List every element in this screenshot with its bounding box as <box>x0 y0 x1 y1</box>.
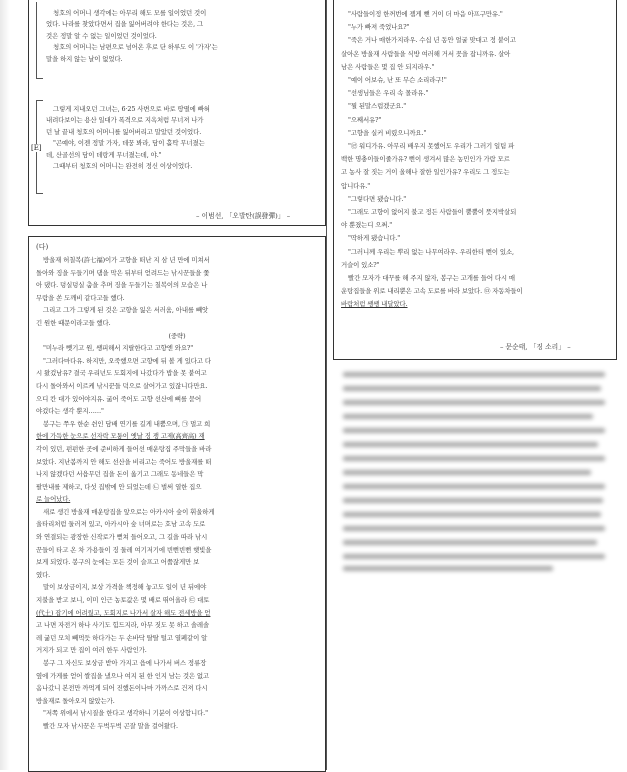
text-line: 돌아와 징을 두들기며 댐을 막은 뒤부터 얻려드는 낚시꾼들을 쫓 <box>36 268 210 277</box>
section-label-da: (다) <box>36 243 49 251</box>
text-line: 레 굶던 모치 빼먹듯 하다가는 두 손바닥 탈탈 털고 열폐같이 알 <box>36 633 208 642</box>
redacted-line <box>343 566 553 571</box>
text-line: 보았다. 지난봄까지 안 해도 선산을 비리고는 죽어도 방울재를 떠 <box>36 457 212 466</box>
text-line: "누가 빠져 죽었나요?" <box>348 23 410 32</box>
text-line: 말이 보상금이지, 보상 가격을 책정해 놓고도 일이 년 뒤에야 <box>43 583 207 592</box>
text-line: 빨간 모자 낚시꾼은 두벅두벅 곤잘 말을 걸어왔다. <box>43 721 178 730</box>
text-line: 무람을 쏜 도깨비 같다고들 했다. <box>36 293 125 302</box>
text-line: 살아온 방울재 사람들을 식방 여러해 거서 꼿을 잡니까유. 살아 <box>341 49 511 58</box>
text-line: 말을 하지 않는 날이 없었다. <box>46 54 123 63</box>
text-line: "뭘 된말스럽겠군요." <box>348 102 407 111</box>
text-line: "저쪽 위에서 낚시질을 한다고 생각하니 기분이 이상합니다." <box>43 709 208 718</box>
text-line: 남은 사람들은 몇 집 안 되지라우." <box>341 62 435 71</box>
text-line: 봉구는 쭈우 한순 쉰인 담배 연기를 길게 내뿜으며, ㉠ 멀고 희 <box>43 419 211 428</box>
redacted-line <box>343 428 605 433</box>
text-line: 청호의 어머니는 남편으로 넘어온 후로 단 하루도 이 '가자'는 <box>53 43 218 52</box>
text-line: 와 연결되는 광장한 신작로가 뻗쳐 들어오고, 그 길을 따라 낚시 <box>36 533 208 542</box>
text-line: 것은 정말 알 수 없는 일이었던 것이었다. <box>46 31 157 40</box>
text-line: 그리고 그가 그렇게 된 것은 고향을 잃은 서러움, 아내를 빼앗 <box>43 306 209 315</box>
text-line: (중략) <box>168 331 186 340</box>
bracket-top <box>36 2 43 79</box>
text-line: 청호의 어머니 생각에는 아무리 해도 모를 일이었던 것이 <box>53 9 207 17</box>
text-line: 지불을 받고 보니, 이미 인근 농토값은 몇 배로 뛰어올라 ㉢ 대토 <box>36 596 210 605</box>
text-line: "곤예야, 이젠 정말 가자, 데꿍 봐라, 담이 홀딱 무너졌는 <box>53 139 205 148</box>
redacted-line <box>343 470 591 475</box>
text-line: 아 댔다. 덩실덩실 춤을 추며 징을 두들기는 칠복이의 모습은 나 <box>36 281 208 290</box>
redacted-line <box>343 442 598 447</box>
text-line: 압니다유." <box>341 181 371 190</box>
text-line: 야겄다는 생각 뿐지……" <box>36 407 104 416</box>
text-line: "그래도 고향이 없어지 불고 정든 사람들이 뿔뿔이 뜻지박살되 <box>348 208 517 217</box>
source-citation-right: – 문순태, 「징 소리」 – <box>500 343 571 351</box>
text-line: "그러니께 우리는 뿌리 없는 나무여라우. 우리한티 뻔이 있소, <box>348 247 514 256</box>
text-line: 백한 명충이들이줄가유? 뻔이 생겨서 많은 농민인가 가람 모르 <box>341 155 510 164</box>
text-line: 그렇게 지내오던 그녀는, 6·25 사변으로 바로 땅떨에 빠혀 <box>53 105 210 113</box>
passage-e-text <box>46 104 314 172</box>
text-line: 였다. <box>36 570 51 579</box>
redacted-line <box>343 512 601 517</box>
redacted-line <box>343 414 593 419</box>
text-line: 빨간 모자가 대꾸를 해 주지 않자, 봉구는 고개를 들어 다시 매 <box>348 274 516 283</box>
text-line: 그때부터 청호의 어머니는 완전히 정신 이상이었다. <box>53 162 193 171</box>
text-line: 새로 생긴 방울재 매운탕집을 앞으로는 아카시아 숲이 휘울하게 <box>43 507 215 516</box>
text-line: 야 뿐졌는디 으쩌." <box>341 221 393 230</box>
text-line: 방울재로 돌아오지 않았는가. <box>36 696 115 705</box>
section-label-e: [E] <box>31 144 42 152</box>
redacted-line <box>343 540 597 545</box>
text-line: 꾼들이 타고 온 차 가용들이 징 둘레 여기저기에 빈뻔빈뻔 햇빛을 <box>36 545 212 554</box>
text-line: 로 늘어났다. <box>36 495 71 504</box>
page-edge-shadow <box>0 0 10 770</box>
text-line: 한에 가득한 눈으로 선자락 모퉁이 옛날 징 쟁 고제(高齊高) 재 <box>36 432 205 441</box>
text-line: 던 날 끝내 청호의 어머니를 잃어버리고 말았던 것이었다. <box>46 127 202 136</box>
text-line: 다시 돌아와서 이르케 낚시꾼들 덕으로 살어가고 있잖니다만요. <box>36 381 208 390</box>
passage-da-text <box>36 254 318 733</box>
text-line: (代土) 잡기에 어려웠고, 도회지로 나가서 살자 해도 전세방을 얻 <box>36 608 211 617</box>
text-line: 으디 칸 대가 있어야지유. 굶어 죽어도 고향 선산에 뼈를 묻어 <box>36 394 202 403</box>
redacted-line <box>343 554 605 559</box>
text-line: 봉구 그 자신도 보상금 받아 가지고 읍에 나가서 버스 정류장 <box>43 659 207 667</box>
column-divider <box>326 0 327 770</box>
text-line: 바람처럼 쌩쌩 내달았다. <box>341 300 408 309</box>
text-line: 거슬이 있소?" <box>341 260 380 269</box>
text-line: "고향을 실커 비렸으니까요." <box>348 128 427 137</box>
text-line: "그렇다면 됐습니다." <box>348 194 407 203</box>
text-line: "죽은 거나 매한가지라우. 수십 년 동안 얼굴 맞대고 정 붙이고 <box>348 36 516 45</box>
text-line: 울타리처럼 둘러져 있고, 아카시아 숲 너머로는 호남 고속 도로 <box>36 520 206 529</box>
text-line: 긴 원한 때문이라고들 했다. <box>36 318 111 327</box>
text-line: "미누라 뺏기고 원, 쌩피해서 지랄한다고 고향엔 와요?" <box>43 344 194 353</box>
text-line: "그러다마다유. 하지만, 오죽했으면 고향에 뒤 볼 게 있다고 다 <box>43 356 211 365</box>
text-line: 나지 않겠다던 서읍무던 집을 돈이 옮기고 그래도 동네들은 막 <box>36 470 204 479</box>
redacted-line <box>343 526 605 531</box>
text-line: "선생님들은 우리 속 몰라유." <box>348 89 429 98</box>
text-line: 었다. 나라를 찾았다면서 집을 잃어버려야 한다는 것은, 그 <box>46 20 204 29</box>
redacted-line <box>343 400 605 405</box>
redacted-line <box>343 372 605 377</box>
text-line: 운탕집들을 위로 내리뿐은 고속 도로를 바라 보았다. ㉤ 자동차들이 <box>341 287 523 296</box>
redacted-line <box>343 498 603 503</box>
text-line: 데, 산골선의 담이 데랑게 무너졌는데, 야." <box>46 150 162 159</box>
passage-right-text <box>341 8 609 312</box>
text-line: 거지가 되고 만 집이 여러 한두 사람인가. <box>36 646 147 655</box>
text-line: 고 농사 잘 짓는 거이 올해나 잘한 일인가유? 우리도 그 정도는 <box>341 168 510 177</box>
text-line: "㉣ 워디가유. 아무리 배우지 못했어도 우리가 그러기 일팀 파 <box>348 142 515 151</box>
text-line: 시 왔겄남유? 결국 우리넌도 도회지에 나갔다가 밥을 못 붙여고 <box>36 369 207 378</box>
text-line: 옆에 가게를 얻어 쌀집을 냈으나 여지 된 한 인지 남는 것은 없고 <box>36 671 210 680</box>
redacted-line <box>343 386 601 391</box>
text-line: 팔만내를 제하고, 다섯 집밖에 안 되었는데 ㉡ 벌써 열한 집으 <box>36 482 202 491</box>
text-line: 고 나면 자전거 하나 사기도 힘드지라, 아무 짓도 못 하고 솔레솔 <box>36 621 210 630</box>
text-line: "으째서유?" <box>348 115 382 124</box>
source-citation-top: – 이범선, 「오발탄(誤發彈)」 – <box>196 212 291 220</box>
redacted-line <box>343 456 605 461</box>
text-line: "딱하게 됐습니다." <box>348 234 401 243</box>
text-line: 옴나갔니 본전만 까먹게 되어 진했돈이나마 가까스로 건져 다시 <box>36 684 208 693</box>
text-line: 각이 있던, 펀펀한 곳에 준비하게 들어선 매운탕집 주막들을 바라 <box>36 444 212 453</box>
text-line: "사람들이정 한꺼번에 젬게 뺀 거이 더 마음 아프구만유." <box>348 10 503 18</box>
text-line: "예이 어보슈, 난 또 무슨 소리라구!" <box>348 76 447 85</box>
passage-top-text <box>46 8 314 65</box>
redacted-line <box>343 484 605 489</box>
text-line: 보게 되었다. 봉구의 눈에는 모든 것이 슬프고 어쭙잖게만 보 <box>36 558 200 567</box>
text-line: 내려다보이는 용산 일대가 폭격으로 지옥처럼 무너져 나가 <box>46 116 204 125</box>
text-line: 방울재 허칠복(許七福)이가 고향을 떠난 지 삼 년 만에 미쳐서 <box>43 256 210 264</box>
